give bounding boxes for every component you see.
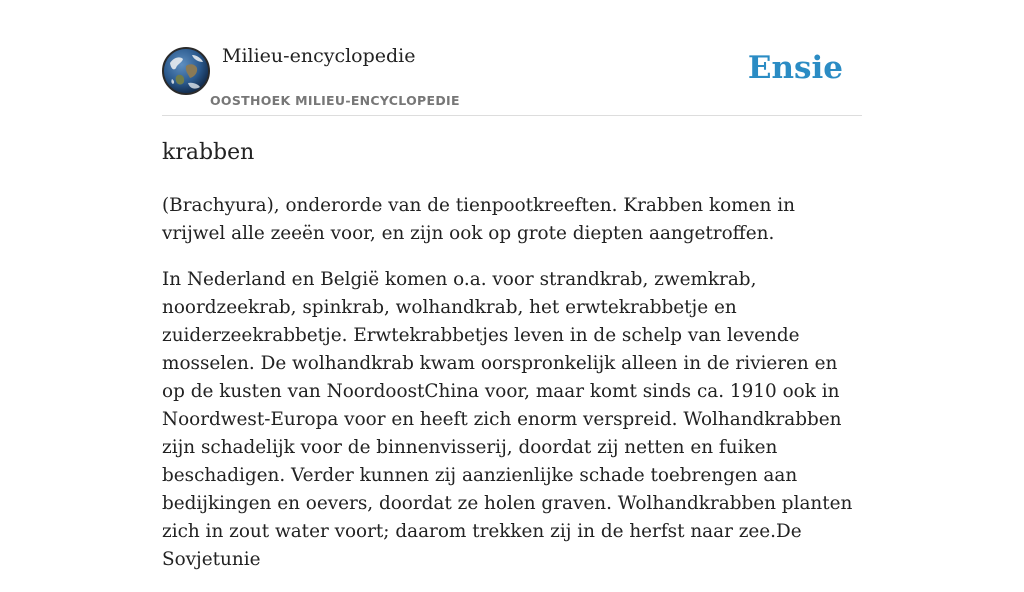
site-header <box>162 0 862 116</box>
article-paragraph: (Brachyura), onderorde van de tienpootkreeften. Krabben komen in vrijwel alle zeeën voor, en zijn ook op grote diepten aangetroffen. <box>162 195 795 244</box>
site-subtitle[interactable]: OOSTHOEK MILIEU-ENCYCLOPEDIE <box>210 93 460 108</box>
article-paragraph: In Nederland en België komen o.a. voor strandkrab, zwemkrab, noordzeekrab, spinkrab, wolhandkrab, het erwtekrabbetje en zuiderzeekrabbetje. Erwtekrabbetjes leven in de schelp van levende mosselen. De wolhandkrab kwam oorspronkelijk alleen in de rivieren en op de kusten van NoordoostChina voor, maar komt sinds ca. 1910 ook in Noordwest-Europa voor en heeft zich enorm verspreid. Wolhandkrabben zijn schadelijk voor de binnenvisserij, doordat zij netten en fuiken beschadigen. Verder kunnen zij aanzienlijke schade toebrengen aan bedijkingen en oevers, doordat ze holen graven. Wolhandkrabben planten zich in zout water voort; daarom trekken zij in de herfst naar zee.De Sovjetunie <box>162 269 853 570</box>
article-body <box>162 192 862 592</box>
earth-globe-icon[interactable] <box>162 47 210 95</box>
page <box>162 0 862 570</box>
ensie-logo-link[interactable]: Ensie <box>747 50 843 86</box>
article-title: krabben <box>162 140 255 165</box>
site-name[interactable]: Milieu-encyclopedie <box>222 45 416 67</box>
